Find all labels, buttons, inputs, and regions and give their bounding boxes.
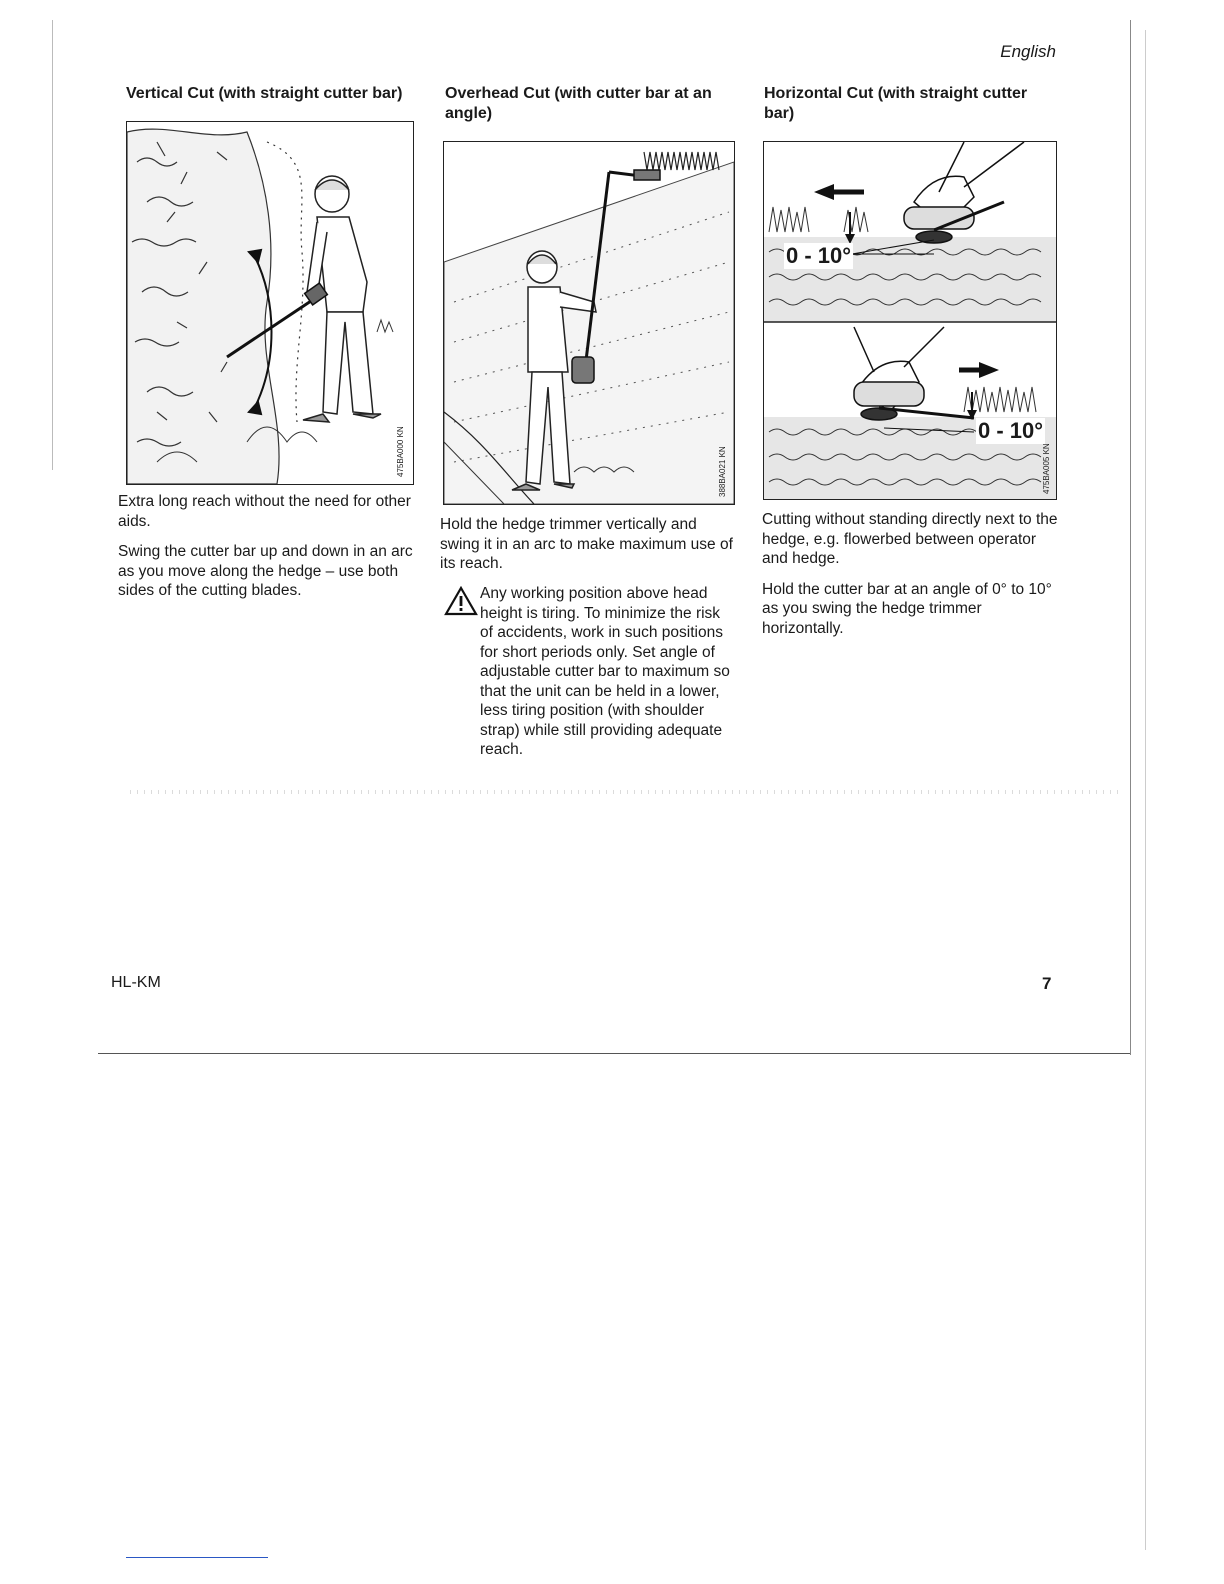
vertical-cut-text — [118, 492, 418, 612]
vertical-cut-title: Vertical Cut (with straight cutter bar) — [126, 85, 403, 102]
warning-block — [444, 584, 734, 760]
overhead-cut-text — [440, 515, 735, 585]
paragraph: Hold the cutter bar at an angle of 0° to 10° as you swing the hedge trimmer horizontally. — [762, 580, 1052, 637]
paragraph: Swing the cutter bar up and down in an arc as you move along the hedge – use both sides of the cutting blades. — [118, 543, 413, 599]
page-number: 7 — [1042, 974, 1052, 993]
scan-edge-left — [52, 20, 53, 470]
horizontal-cut-text — [762, 510, 1062, 649]
horizontal-cut-illustration — [763, 141, 1057, 500]
angle-label-top: 0 - 10° — [786, 243, 852, 268]
overhead-cut-illustration — [443, 141, 735, 505]
horizontal-cut-title: Horizontal Cut (with straight cutter bar) — [764, 85, 1028, 122]
overhead-cut-title: Overhead Cut (with cutter bar at an angle) — [445, 85, 712, 122]
scan-artifact-line — [126, 1557, 268, 1558]
vertical-cut-illustration — [126, 121, 414, 485]
scan-noise — [130, 790, 1120, 794]
figure-code: 388BA021 KN — [718, 446, 727, 497]
model-footer: HL-KM — [111, 974, 161, 991]
figure-code: 475BA000 KN — [396, 426, 405, 477]
warning-text: Any working position above head height is tiring. To minimize the risk of accidents, work in such positions for short periods only. Set angle of adjustable cutter bar to maximum so that the unit can be held in a lower, less tiring position (with shoulder strap) while still providing adequate reach. — [480, 585, 730, 758]
figure-code: 475BA005 KN — [1042, 443, 1051, 494]
warning-triangle-icon — [444, 586, 480, 621]
angle-label-bottom: 0 - 10° — [978, 418, 1044, 443]
paragraph: Hold the hedge trimmer vertically and swing it in an arc to make maximum use of its reach. — [440, 516, 733, 572]
paragraph: Cutting without standing directly next to the hedge, e.g. flowerbed between operator and hedge. — [762, 511, 1058, 567]
scan-edge-right — [1130, 20, 1131, 1055]
language-label: English — [1000, 42, 1056, 61]
paragraph: Extra long reach without the need for other aids. — [118, 493, 411, 530]
scan-edge-right-outer — [1145, 30, 1146, 1550]
page-bottom-rule — [98, 1053, 1130, 1054]
